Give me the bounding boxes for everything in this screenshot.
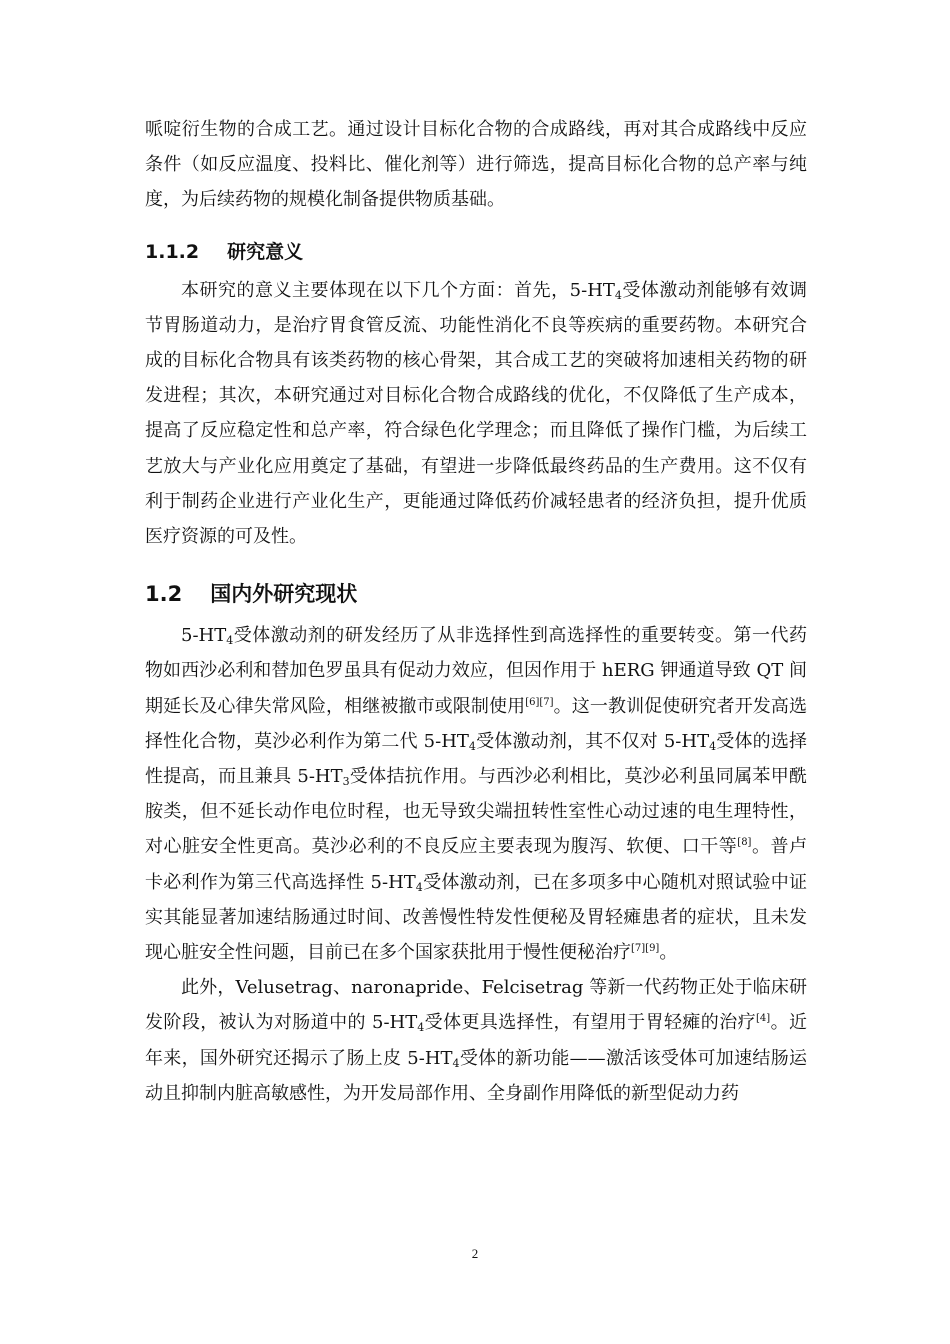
intro-paragraph [145,112,807,218]
text-run: 本研究的意义主要体现在以下几个方面：首先，5-HT [181,279,615,301]
subscript: 4 [468,739,476,753]
research-status-paragraph-1 [145,618,807,970]
text-run: 。普卢卡必利作为第三代高选择性 5-HT [145,836,807,893]
text-run: 受体激动剂，其不仅对 5-HT [475,730,710,752]
text-run: 。这一教训促使研究者开发高选择性化合物，莫沙必利作为第二代 5-HT [145,695,808,752]
text-run: 。 [659,942,678,964]
text-run: 受体激动剂的研发经历了从非选择性到高选择性的重要转变。第一代药物如西沙必利和替加色罗虽具有促动力效应，但因作用于 hERG 钾通道导致 QT 间期延长及心律失常风险，相继被撤市或限制使用 [145,625,807,717]
text-run: 受体更具选择性，有望用于胃轻瘫的治疗 [424,1012,757,1034]
citation: [7][9] [631,943,660,955]
heading-1-2 [145,577,807,611]
text-run: 受体的选择性提高，而且兼具 5-HT [145,730,807,788]
heading-number: 1.2 [145,582,183,607]
text-run: 此外，Velusetrag、naronapride、Felcisetrag 等新一代药物正处于临床研发阶段，被认为对肠道中的 5-HT [145,977,807,1034]
text-run: 受体的新功能——激活该受体可加速结肠运动且抑制内脏高敏感性，为开发局部作用、全身副作用降低的新型促动力药 [145,1047,808,1104]
citation: [4] [756,1013,771,1025]
subscript: 4 [614,288,622,302]
subscript: 4 [415,880,423,894]
heading-1-1-2 [145,237,807,267]
subscript: 4 [709,739,717,753]
text-run: 5-HT [181,625,227,647]
research-status-paragraph-2 [145,970,807,1111]
research-significance-paragraph [145,273,807,555]
subscript: 4 [452,1056,460,1070]
subscript: 4 [417,1021,425,1035]
subscript: 4 [226,634,234,648]
page-number: 2 [471,1246,479,1261]
text-run: 。近年来，国外研究还揭示了肠上皮 5-HT [145,1012,808,1069]
subscript: 3 [342,775,350,789]
intro-text: 哌啶衍生物的合成工艺。通过设计目标化合物的合成路线，再对其合成路线中反应条件（如反应温度、投料比、催化剂等）进行筛选，提高目标化合物的总产率与纯度，为后续药物的规模化制备提供物质基础。 [145,119,807,211]
page-body [145,112,807,1111]
text-run: 受体激动剂，已在多项多中心随机对照试验中证实其能显著加速结肠通过时间、改善慢性特发性便秘及胃轻瘫患者的症状，且未发现心脏安全性问题，目前已在多个国家获批用于慢性便秘治疗 [145,871,807,964]
citation: [6][7] [525,696,554,708]
heading-title: 国内外研究现状 [210,582,358,607]
text-run: 受体激动剂能够有效调节胃肠道动力，是治疗胃食管反流、功能性消化不良等疾病的重要药物。本研究合成的目标化合物具有该类药物的核心骨架，其合成工艺的突破将加速相关药物的研发进程；其次，本研究通过对目标化合物合成路线的优化，不仅降低了生产成本，提高了反应稳定性和总产率，符合绿色化学理念；而且降低了操作门槛，为后续工艺放大与产业化应用奠定了基础，有望进一步降低最终药品的生产费用。这不仅有利于制药企业进行产业化生产，更能通过降低药价减轻患者的经济负担，提升优质医疗资源的可及性。 [145,279,807,548]
text-run: 受体拮抗作用。与西沙必利相比，莫沙必利虽同属苯甲酰胺类，但不延长动作电位时程，也无导致尖端扭转性室性心动过速的电生理特性，对心脏安全性更高。莫沙必利的不良反应主要表现为腹泻、软便、口干等 [145,766,807,858]
heading-number: 1.1.2 [145,240,200,263]
heading-title: 研究意义 [227,240,304,263]
citation: [8] [737,837,752,849]
